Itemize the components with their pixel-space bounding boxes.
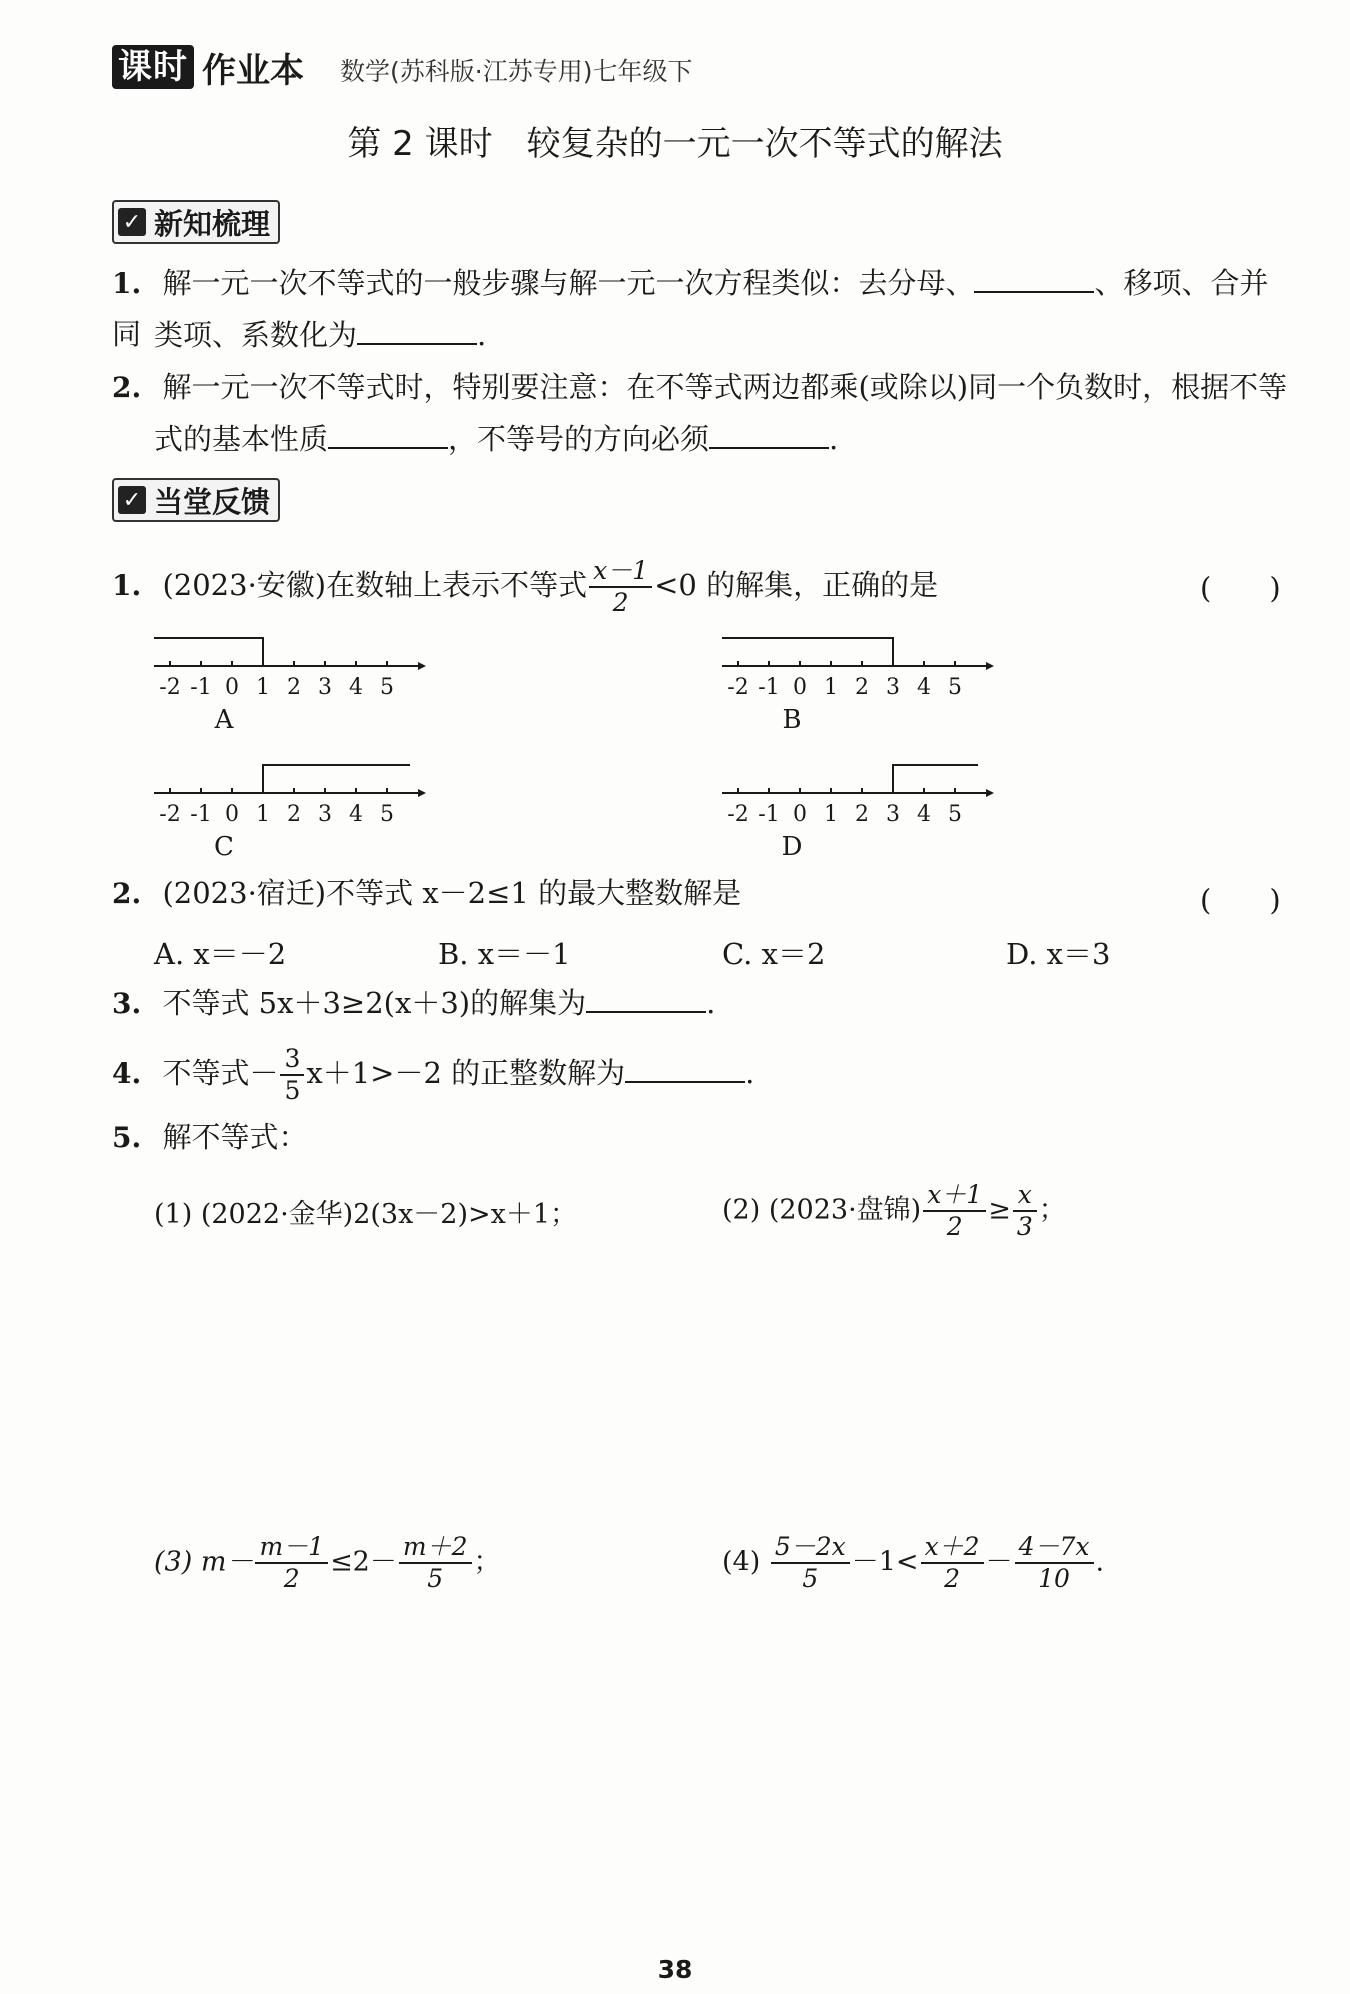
question-text: 解一元一次不等式的一般步骤与解一元一次方程类似：去分母、 xyxy=(162,266,975,300)
fraction xyxy=(589,556,652,618)
solution-region xyxy=(722,638,893,666)
fraction-numerator: 3 xyxy=(280,1044,304,1076)
fraction-numerator: x＋2 xyxy=(921,1532,984,1564)
number-line-a[interactable] xyxy=(154,638,426,735)
tick-label: 1 xyxy=(256,802,270,827)
option-label: B xyxy=(782,705,802,735)
tick-label: 1 xyxy=(824,802,838,827)
solution-region xyxy=(893,765,978,793)
tick-label: 2 xyxy=(855,675,869,700)
question-number: 1. xyxy=(112,569,142,602)
section-feedback xyxy=(112,478,280,522)
feedback-q1 xyxy=(112,556,938,618)
fraction-numerator: x xyxy=(1013,1180,1037,1212)
fraction-numerator: 5－2x xyxy=(771,1532,850,1564)
feedback-q3 xyxy=(112,978,715,1029)
fraction xyxy=(1015,1532,1094,1594)
answer-blank[interactable] xyxy=(328,415,448,449)
feedback-q2 xyxy=(112,868,741,919)
tick-label: 2 xyxy=(855,802,869,827)
question-text: <0 的解集，正确的是 xyxy=(654,568,939,602)
choice-b[interactable]: B. x＝－1 xyxy=(438,937,571,971)
tick-label: 0 xyxy=(793,802,807,827)
tick-label: -1 xyxy=(758,675,780,700)
question-text: 解一元一次不等式时，特别要注意：在不等式两边都乘(或除以)同一个负数时，根据不等 xyxy=(162,370,1288,404)
question-number: 2. xyxy=(112,877,142,910)
question-text: . xyxy=(706,986,716,1020)
number-line-b[interactable] xyxy=(722,638,994,735)
tick-label: -2 xyxy=(159,802,181,827)
tick-label: -2 xyxy=(727,675,749,700)
section-label: 新知梳理 xyxy=(154,206,271,241)
q5-part-2 xyxy=(722,1180,1066,1242)
part-text: ≤2－ xyxy=(330,1546,397,1578)
tick-label: 0 xyxy=(225,675,239,700)
option-label: A xyxy=(214,705,234,735)
knowledge-q2-line2 xyxy=(154,414,838,464)
question-number: 5. xyxy=(112,1121,142,1154)
fraction-denominator: 5 xyxy=(284,1076,301,1105)
tick-label: 2 xyxy=(287,675,301,700)
question-text: 类项、系数化为 xyxy=(154,318,358,352)
fraction-denominator: 2 xyxy=(944,1564,961,1593)
knowledge-q2 xyxy=(112,362,1302,413)
part-text: ≥ xyxy=(988,1194,1011,1226)
question-text: 不等式－ xyxy=(162,1056,279,1090)
fraction-numerator: m－1 xyxy=(255,1532,328,1564)
number-line-options xyxy=(150,620,1050,870)
question-text: (2023·安徽)在数轴上表示不等式 xyxy=(162,568,588,602)
fraction xyxy=(921,1532,984,1594)
tick-label: 5 xyxy=(948,802,962,827)
question-number: 2. xyxy=(112,371,142,404)
fraction-numerator: x－1 xyxy=(589,556,652,588)
question-text: (2023·宿迁)不等式 x－2≤1 的最大整数解是 xyxy=(162,876,742,910)
fraction xyxy=(280,1044,304,1106)
question-text: 、移项、合并同 xyxy=(112,266,1269,351)
series-logo xyxy=(112,44,304,90)
question-number: 1. xyxy=(112,267,142,300)
question-text: . xyxy=(477,318,487,352)
tick-label: -2 xyxy=(727,802,749,827)
fraction-numerator: 4－7x xyxy=(1015,1532,1094,1564)
logo-text: 作业本 xyxy=(202,50,304,91)
book-subtitle: 数学(苏科版·江苏专用)七年级下 xyxy=(340,57,693,86)
option-label: C xyxy=(214,832,234,862)
tick-label: 2 xyxy=(287,802,301,827)
tick-label: 3 xyxy=(886,675,900,700)
tick-label: 5 xyxy=(380,802,394,827)
section-new-knowledge xyxy=(112,200,280,244)
part-text: ； xyxy=(1038,1194,1066,1226)
answer-blank[interactable] xyxy=(586,979,706,1013)
fraction xyxy=(1013,1180,1037,1242)
answer-blank[interactable] xyxy=(357,311,477,345)
part-text: (2) (2023·盘锦) xyxy=(722,1194,922,1226)
fraction-denominator: 5 xyxy=(802,1564,819,1593)
part-text: (4) xyxy=(722,1546,769,1578)
tick-label: 4 xyxy=(917,675,931,700)
q5-part-4 xyxy=(722,1532,1104,1594)
fraction-numerator: m＋2 xyxy=(399,1532,472,1564)
answer-parentheses[interactable]: ( ) xyxy=(1200,883,1281,917)
fraction-denominator: 5 xyxy=(427,1564,444,1593)
part-text: － xyxy=(985,1546,1013,1578)
page-number: 38 xyxy=(657,1955,693,1984)
answer-parentheses[interactable]: ( ) xyxy=(1200,571,1281,605)
feedback-q5 xyxy=(112,1112,307,1163)
answer-blank[interactable] xyxy=(625,1049,745,1083)
question-number: 4. xyxy=(112,1057,142,1090)
question-number: 3. xyxy=(112,987,142,1020)
tick-label: 4 xyxy=(349,802,363,827)
tick-label: -2 xyxy=(159,675,181,700)
axis-arrow xyxy=(418,662,426,670)
tick-label: 0 xyxy=(793,675,807,700)
question-text: 式的基本性质 xyxy=(154,422,329,456)
number-line-c[interactable] xyxy=(154,765,426,862)
axis-arrow xyxy=(418,789,426,797)
tick-label: -1 xyxy=(190,802,212,827)
tick-label: 4 xyxy=(349,675,363,700)
knowledge-q1-line2 xyxy=(154,310,486,360)
choice-d[interactable]: D. x＝3 xyxy=(1006,937,1111,971)
fraction-denominator: 3 xyxy=(1016,1212,1033,1241)
tick-label: -1 xyxy=(758,802,780,827)
q5-part-1: (1) (2022·金华)2(3x－2)>x＋1； xyxy=(154,1199,578,1230)
option-label: D xyxy=(781,832,803,862)
tick-label: 1 xyxy=(256,675,270,700)
part-text: ； xyxy=(473,1546,501,1578)
tick-label: 0 xyxy=(225,802,239,827)
number-line-d[interactable] xyxy=(722,765,994,862)
check-icon: ✓ xyxy=(118,486,146,514)
fraction xyxy=(255,1532,328,1594)
choice-c[interactable]: C. x＝2 xyxy=(722,937,826,971)
tick-label: 1 xyxy=(824,675,838,700)
section-label: 当堂反馈 xyxy=(154,484,271,519)
answer-blank[interactable] xyxy=(974,259,1094,293)
answer-blank[interactable] xyxy=(709,415,829,449)
axis-arrow xyxy=(986,662,994,670)
question-text: 解不等式： xyxy=(162,1120,308,1154)
choice-a[interactable]: A. x＝－2 xyxy=(154,937,287,971)
part-text: －1< xyxy=(851,1546,919,1578)
q5-part-3 xyxy=(154,1532,501,1594)
feedback-q4 xyxy=(112,1044,754,1106)
tick-label: 5 xyxy=(380,675,394,700)
logo-box: 课时 xyxy=(112,45,194,89)
tick-label: 3 xyxy=(318,675,332,700)
fraction xyxy=(771,1532,850,1594)
question-text: . xyxy=(745,1056,755,1090)
axis-arrow xyxy=(986,789,994,797)
fraction-numerator: x＋1 xyxy=(923,1180,986,1212)
tick-label: 5 xyxy=(948,675,962,700)
fraction-denominator: 10 xyxy=(1038,1564,1070,1593)
part-text: (3) m－ xyxy=(154,1546,254,1578)
fraction xyxy=(923,1180,986,1242)
tick-label: -1 xyxy=(190,675,212,700)
lesson-title: 第 2 课时 较复杂的一元一次不等式的解法 xyxy=(347,124,1003,164)
fraction xyxy=(399,1532,472,1594)
question-text: . xyxy=(829,422,839,456)
tick-label: 3 xyxy=(318,802,332,827)
tick-label: 3 xyxy=(886,802,900,827)
question-text: ，不等号的方向必须 xyxy=(448,422,710,456)
question-text: x＋1>－2 的正整数解为 xyxy=(306,1056,626,1090)
fraction-denominator: 2 xyxy=(946,1212,963,1241)
fraction-denominator: 2 xyxy=(612,588,629,617)
tick-label: 4 xyxy=(917,802,931,827)
fraction-denominator: 2 xyxy=(283,1564,300,1593)
question-text: 不等式 5x＋3≥2(x＋3)的解集为 xyxy=(162,986,587,1020)
part-text: . xyxy=(1095,1546,1105,1578)
check-icon: ✓ xyxy=(118,208,146,236)
